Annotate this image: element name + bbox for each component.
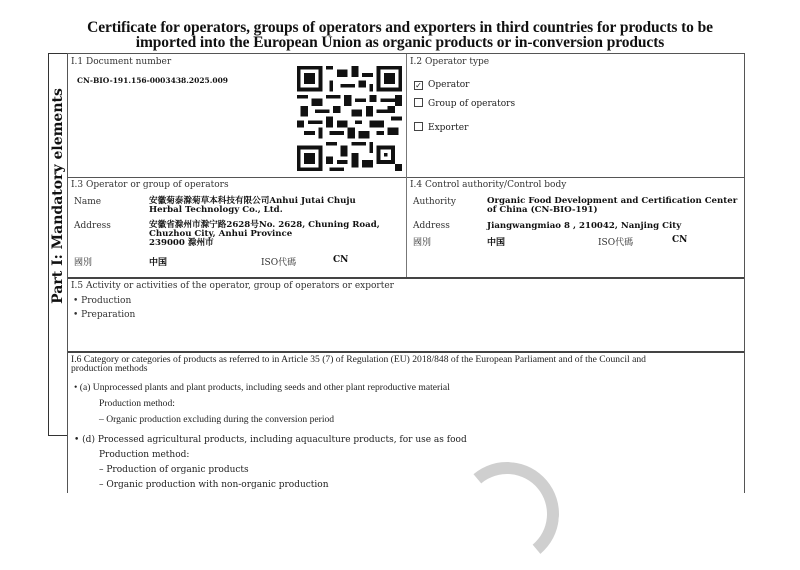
- iso-label: ISO代碼: [598, 238, 634, 248]
- checkbox-operator[interactable]: [414, 80, 469, 90]
- iso-value: CN: [333, 255, 349, 265]
- qr-code-icon: [297, 66, 402, 171]
- iso-value: CN: [672, 235, 688, 245]
- authority-line: Organic Food Development and Certification Center: [487, 196, 738, 206]
- section-label: I.5 Activity or activities of the operator, group of operators or exporter: [71, 281, 394, 291]
- activity-item: • Preparation: [73, 310, 136, 320]
- category-item: • (a) Unprocessed plants and plant products, including seeds and other plant reproductive material: [74, 382, 450, 393]
- authority-label: Authority: [413, 197, 457, 207]
- production-method: – Organic production excluding during the conversion period: [99, 414, 335, 425]
- country-value: 中国: [487, 238, 506, 248]
- checkbox-label: Operator: [428, 80, 470, 90]
- checkbox-unchecked-icon[interactable]: [414, 98, 423, 107]
- address-label: Address: [74, 221, 111, 231]
- operator-name-line: 安徽菊泰滁菊草本科技有限公司Anhui Jutai Chuju: [149, 196, 356, 206]
- certificate-title: [40, 20, 760, 50]
- country-label: 國別: [74, 258, 93, 268]
- divider: [68, 351, 744, 353]
- title-line-2: imported into the European Union as organic products or in-conversion products: [135, 34, 665, 51]
- address-line: 安徽省滁州市滁宁路2628号No. 2628, Chuning Road,: [149, 220, 380, 230]
- section-label: I.2 Operator type: [410, 57, 490, 67]
- operator-name-line: Herbal Technology Co., Ltd.: [149, 205, 283, 215]
- document-number-section: [71, 57, 401, 175]
- operator-section: [71, 180, 405, 275]
- divider: [68, 277, 744, 279]
- checkbox-checked-icon[interactable]: ✓: [415, 81, 422, 90]
- section-label: I.3 Operator or group of operators: [71, 180, 229, 190]
- column-divider: [406, 54, 407, 277]
- title-line-1: Certificate for operators, groups of operators and exporters in third countries for products to be: [87, 19, 713, 36]
- checkbox-group-of-operators[interactable]: [414, 98, 515, 109]
- section-label-line: production methods: [71, 363, 148, 374]
- section-label: I.4 Control authority/Control body: [410, 180, 567, 190]
- activities-section: [71, 281, 741, 349]
- name-label: Name: [74, 197, 102, 207]
- iso-label: ISO代碼: [261, 258, 297, 268]
- operator-type-section: [410, 57, 740, 175]
- checkbox-exporter[interactable]: [414, 122, 468, 133]
- address-label: Address: [413, 221, 450, 231]
- authority-address: Jiangwangmiao 8 , 210042, Nanjing City: [487, 221, 682, 231]
- country-label: 國別: [413, 238, 432, 248]
- operator-name: [149, 197, 356, 215]
- operator-address: [149, 221, 380, 248]
- production-method: – Organic production with non-organic production: [99, 480, 329, 490]
- category-item: • (d) Processed agricultural products, including aquaculture products, for use as food: [74, 435, 467, 445]
- certificate-table: [67, 53, 745, 493]
- categories-section: [71, 355, 741, 425]
- document-number: CN-BIO-191.156-0003438.2025.009: [77, 76, 229, 85]
- section-label: I.1 Document number: [71, 57, 172, 67]
- production-method-label: Production method:: [99, 450, 190, 460]
- address-line: Chuzhou City, Anhui Province: [149, 229, 293, 239]
- section-label: [71, 355, 741, 373]
- part-label-text: Part I: Mandatory elements: [50, 87, 66, 304]
- production-method-label: Production method:: [99, 398, 175, 409]
- authority-value: [487, 197, 737, 215]
- section-label-line: I.6 Category or categories of products as referred to in Article 35 (7) of Regulation (EU) 2018/848 of the European Parliament and of the Council and: [71, 354, 646, 365]
- categories-section-continued: [71, 435, 741, 490]
- checkbox-label: Group of operators: [428, 99, 516, 109]
- country-value: 中国: [149, 258, 168, 268]
- activity-item: • Production: [73, 296, 132, 306]
- address-line: 239000 滁州市: [149, 238, 214, 248]
- production-method: – Production of organic products: [99, 465, 249, 475]
- checkbox-label: Exporter: [428, 123, 469, 133]
- control-body-section: [410, 180, 744, 275]
- authority-line: of China (CN-BIO-191): [487, 205, 598, 215]
- part-label: [48, 53, 68, 338]
- checkbox-unchecked-icon[interactable]: [414, 122, 423, 131]
